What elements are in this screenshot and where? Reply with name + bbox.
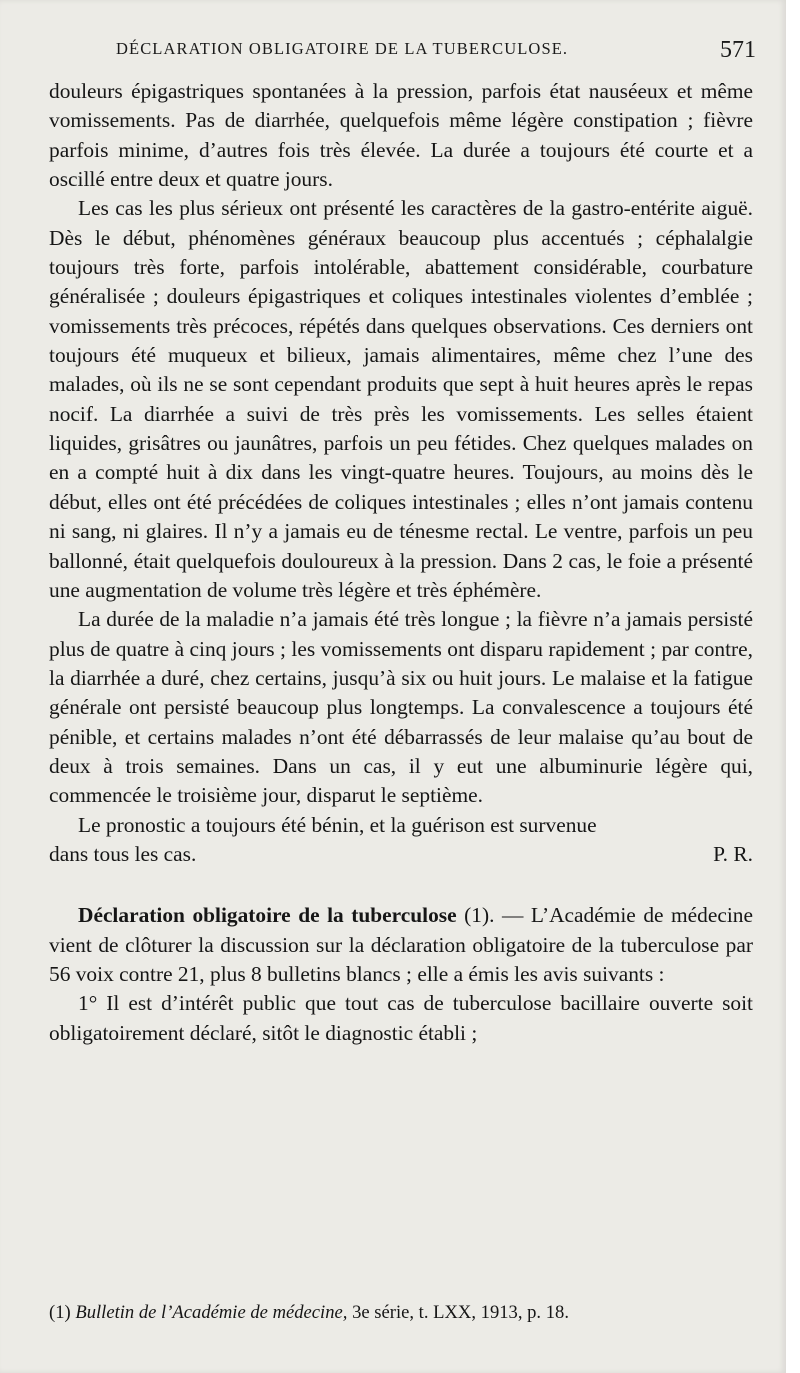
running-title: DÉCLARATION OBLIGATOIRE DE LA TUBERCULOSE. [116, 39, 569, 58]
signature-line [49, 840, 753, 869]
paragraph-duration: La durée de la maladie n’a jamais été très longue ; la fièvre n’a jamais persisté plus de quatre à cinq jours ; les vomissements ont disparu rapidement ; par contre, la diarrhée a duré, chez certains, jusqu’à six ou huit jours. Le malaise et la fatigue générale ont persisté beaucoup plus longtemps. La convalescence a toujours été pénible, et certains malades n’ont été débarrassés de leur malaise qu’au bout de deux à trois semaines. Dans un cas, il y eut une albuminurie légère qui, commencée le troisième jour, disparut le septième. [49, 607, 753, 808]
body-text [49, 77, 753, 1048]
section-gap [49, 869, 753, 901]
footnote-journal: Bulletin de l’Académie de médecine, [75, 1302, 348, 1323]
author-signature: P. R. [713, 841, 753, 866]
page-header [116, 37, 756, 67]
footnote-reference: (1). [464, 903, 495, 928]
paragraph-declaration [49, 901, 753, 989]
prognosis-text: Le pronostic a toujours été bénin, et la guérison est survenue [78, 812, 597, 837]
footnote [49, 1301, 759, 1325]
declaration-text: — L’Académie de médecine vient de clôturer la discussion sur la déclaration obligatoire de la tuberculose par 56 voix contre 21, plus 8 bulletins blancs ; elle a émis les avis suivants : [49, 903, 753, 986]
paragraph-first-opinion: 1° Il est d’intérêt public que tout cas de tuberculose bacillaire ouverte soit obligatoirement déclaré, sitôt le diagnostic établi ; [49, 991, 753, 1045]
prognosis-text-end: dans tous les cas. [49, 841, 197, 866]
footnote-details: 3e série, t. LXX, 1913, p. 18. [352, 1302, 569, 1323]
page-number: 571 [720, 37, 756, 63]
paragraph-serious-cases: Les cas les plus sérieux ont présenté les caractères de la gastro-entérite aiguë. Dès le début, phénomènes généraux beaucoup plus accentués ; céphalalgie toujours très forte, parfois intolérable, abattement considérable, courbature généralisée ; douleurs épigastriques et coliques intestinales violentes d’emblée ; vomissements très précoces, répétés dans quelques observations. Ces derniers ont toujours été muqueux et bilieux, jamais alimentaires, même chez l’une des malades, où ils ne se sont cependant produits que sept à huit heures après le repas nocif. La diarrhée a suivi de très près les vomissements. Les selles étaient liquides, grisâtres ou jaunâtres, parfois un peu fétides. Chez quelques malades on en a compté huit à dix dans les vingt-quatre heures. Toujours, au moins dès le début, elles ont été précédées de coliques intestinales ; elles n’ont jamais contenu ni sang, ni glaires. Il n’y a jamais eu de ténesme rectal. Le ventre, parfois un peu ballonné, était quelquefois douloureux à la pression. Dans 2 cas, le foie a présenté une augmentation de volume très légère et très éphémère. [49, 196, 753, 602]
paragraph-prognosis [49, 811, 753, 840]
footnote-marker: (1) [49, 1302, 71, 1323]
section-title: Déclaration obligatoire de la tuberculose [78, 903, 457, 928]
paragraph-symptoms-mild: douleurs épigastriques spontanées à la pression, parfois état nauséeux et même vomissements. Pas de diarrhée, quelquefois même légère constipation ; fièvre parfois minime, d’autres fois très élevée. La durée a toujours été courte et a oscillé entre deux et quatre jours. [49, 79, 753, 192]
